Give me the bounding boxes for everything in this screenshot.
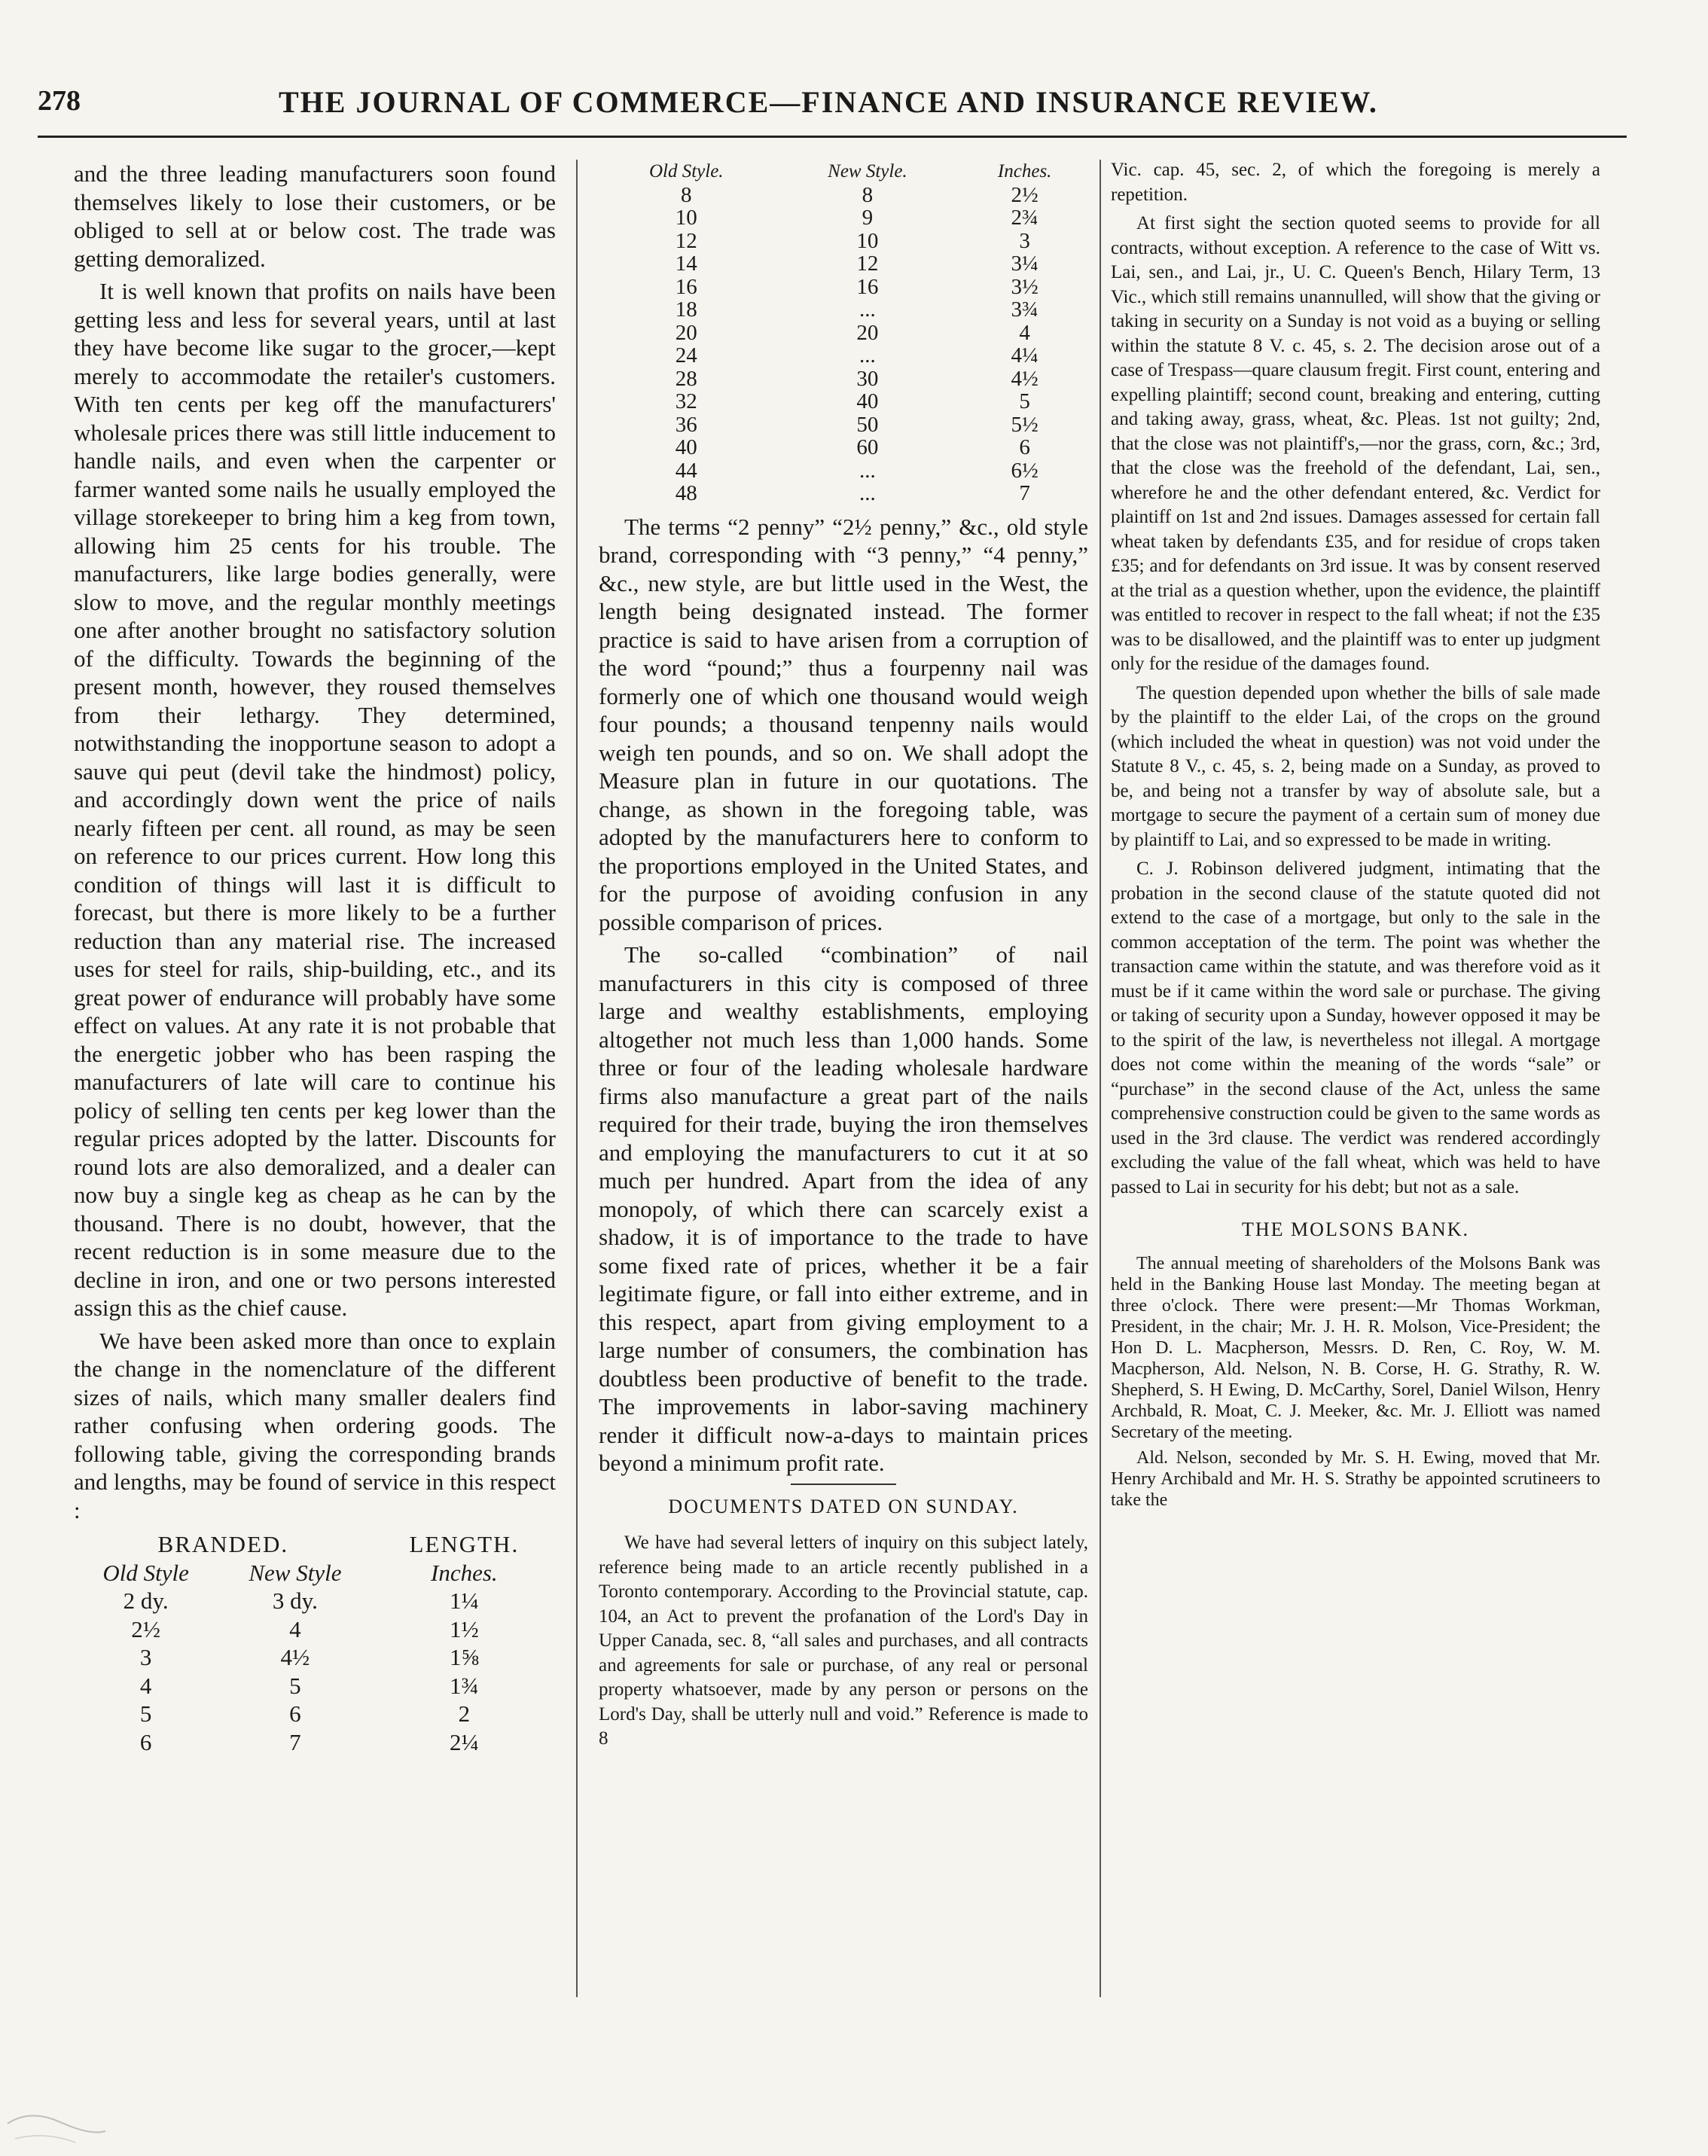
table-cell: 12 [675,228,697,253]
table-cell: 36 [675,412,697,437]
table-cell: 3 [1019,228,1030,253]
table-cell: 4½ [1011,366,1039,391]
page-header [38,84,1627,130]
table-cell: 4½ [280,1644,310,1670]
table-cell: 4¼ [1011,343,1039,367]
table-row [74,1672,556,1700]
table-cell: 2½ [1011,182,1039,207]
table-column-header: Inches. [431,1559,498,1586]
table-group-header: LENGTH. [409,1531,520,1557]
table-row [74,1643,556,1672]
table-cell: ... [859,458,876,483]
table-cell: 20 [675,320,697,345]
paragraph: and the three leading manufacturers soon found themselves likely to lose their customers, or be obliged to sell at or below cost. The trade was getting demoralized. [74,160,556,272]
paragraph: At first sight the section quoted seems to provide for all contracts, without exception. A reference to the case of Witt vs. Lai, sen., and Lai, jr., U. C. Queen's Bench, Hilary Term, 13 Vic., which still remains unannulled, will show that the giving or taking in security on a Sunday is not void as a buying or selling within the statute 8 V. c. 45, s. 2. The decision arose out of a case of Trespass—quare clausum fregit. First count, entering and expelling plaintiff; second count, breaking and entering, cutting and taking away, grass, wheat, &c. Pleas. 1st not guilty; 2nd, that the close was not plaintiff's,—nor the grass, corn, &c.; 3rd, that the close was the freehold of the defendant, Lai, sen., wherefore he and the other defendant entered, &c. Verdict for plaintiff on 1st and 2nd issues. Damages assessed for certain fall wheat taken by defendants £35, and for residue of crops taken £35; and for defendants on 3rd issue. It was by consent reserved at the trial as a question whether, upon the evidence, the plaintiff was entitled to recover in respect to the fall wheat; if not the £35 was to be disallowed, and the plaintiff was to enter up judgment only for the residue of the damages found. [1111,213,1600,674]
table-cell: 30 [856,366,879,391]
table-row [599,367,1088,391]
paragraph: We have had several letters of inquiry on this subject lately, reference being made to an article recently published in a Toronto contemporary. According to the Provincial statute, cap. 104, an Act to prevent the profanation of the Lord's Day in Upper Canada, sec. 8, “all sales and purchases, and all contracts and agreements for sale or purchase, of any real or personal property whatsoever, made by any person or persons on the Lord's Day, shall be utterly null and void.” Reference is made to 8 [599,1532,1088,1749]
table-cell: 2¼ [449,1728,479,1755]
section-body [1111,1253,1600,1511]
table-cell: 3¾ [1011,297,1039,322]
paragraph: The question depended upon whether the bills of sale made by the plaintiff to the elder Lai, of the crops on the ground (which included the wheat in question) was not void under the Statute 8 V., c. 45, s. 2, being made on a Sunday, as proved to be, and being not a transfer by way of absolute sale, but a mortgage to secure the payment of a certain sum of money due by plaintiff to Lai, and so expressed to be made in writing. [1111,682,1600,850]
nail-brands-table [74,1530,556,1756]
nail-sizes-table [599,160,1088,505]
table-cell: 2 [458,1700,471,1727]
table-cell: 6 [139,1728,152,1755]
table-row [74,1728,556,1757]
table-row [599,459,1088,483]
table-cell: 1⅝ [449,1644,479,1670]
table-row [599,344,1088,367]
table-cell: 16 [675,274,697,299]
paragraph: C. J. Robinson delivered judgment, intimating that the probation in the second clause of the statute quoted did not extend to the case of a mortgage, but only to the sale in the common acceptation of the term. The point was whether the transaction came within the statute, and was therefore void as it must be if it came within the word sale or purchase. The giving or taking of security upon a Sunday, however opposed it may be to the spirit of the law, is nevertheless not illegal. A mortgage does not come within the meaning of the words “sale” or “purchase” in the second clause of the Act, unless the same comprehensive construction could be given to the same words as used in the 3rd clause. The verdict was rendered accordingly excluding the value of the fall wheat, which was held to have passed to Lai in security for his debt; but not as a sale. [1111,858,1600,1197]
table-cell: 5½ [1011,412,1039,437]
table-cell: 3½ [1011,274,1039,299]
table-cell: 7 [289,1728,301,1755]
table-cell: 40 [856,389,879,413]
paragraph: The so-called “combination” of nail manufacturers in this city is composed of three large and wealthy establishments, employing altogether not much less than 1,000 hands. Some three or four of the leading wholesale hardware firms also manufacture a great part of the nails required for their trade, buying the iron themselves and employing the manufacturers to cut it at so much per hundred. Apart from the idea of any monopoly, of which there can scarcely exist a shadow, it is of importance to the trade to have some fixed rate of prices, whether it be a fair legitimate figure, or fall into either extreme, and in this respect, apart from giving employment to a large number of consumers, the combination has doubtless been productive of benefit to the trade. The improvements in labor-saving machinery render it difficult now-a-days to maintain prices beyond a minimum profit rate. [599,941,1088,1476]
table-cell: 2¾ [1011,206,1039,230]
table-cell: 3 dy. [272,1587,318,1614]
table-cell: 16 [856,274,879,299]
table-cell: 7 [1019,481,1030,505]
table-row [599,206,1088,230]
table-cell: 48 [675,481,697,505]
table-cell: 6 [289,1700,301,1727]
table-row [599,184,1088,207]
table-column-header: Old Style. [648,161,724,181]
table-row [599,252,1088,276]
table-cell: 6½ [1011,458,1039,483]
table-cell: 8 [681,182,692,207]
table-cell: 40 [675,435,697,459]
section-body [599,1531,1088,1752]
table-cell: 32 [675,389,697,413]
table-cell: ... [859,343,876,367]
table-cell: 5 [289,1672,301,1699]
table-cell: 2 dy. [123,1587,169,1614]
section-heading: DOCUMENTS DATED ON SUNDAY. [668,1495,1019,1517]
table-cell: ... [859,481,876,505]
table-row [599,482,1088,505]
table-cell: 1¼ [449,1587,479,1614]
table-column-header: Inches. [997,161,1052,181]
column-3 [1111,158,1600,2018]
paper-stain [0,2078,151,2154]
table-row [599,276,1088,299]
table-cell: 2½ [131,1615,160,1642]
table-cell: 24 [675,343,697,367]
table-cell: 6 [1019,435,1030,459]
table-row [599,230,1088,253]
table-cell: 8 [862,182,874,207]
table-row [74,1587,556,1615]
table-row [74,1700,556,1728]
table-cell: 10 [675,206,697,230]
table-cell: 4 [139,1672,152,1699]
paragraph: The annual meeting of shareholders of the Molsons Bank was held in the Banking House last Monday. The meeting began at three o'clock. There were present:—Mr Thomas Workman, President, in the chair; Mr. J. H. R. Molson, Vice-President; the Hon D. L. Macpherson, Messrs. D. Ren, C. Roy, W. M. Macpherson, Ald. Nelson, N. B. Corse, H. G. Strathy, R. W. Shepherd, S. H Ewing, D. McCarthy, Sorel, Daniel Wilson, Henry Archbald, R. Moat, C. J. Meeker, &c. Mr. J. Elliott was named Secretary of the meeting. [1111,1253,1600,1442]
table-group-header: BRANDED. [157,1531,289,1557]
table-cell: 14 [675,252,697,276]
table-column-header: Old Style [102,1559,189,1586]
table-row [599,390,1088,413]
table-row [599,413,1088,437]
table-column-header: New Style. [828,161,907,181]
paragraph: We have been asked more than once to explain the change in the nomenclature of the different sizes of nails, which many smaller dealers find rather confusing when ordering goods. The following table, giving the corresponding brands and lengths, may be found of service in this respect : [74,1327,556,1523]
table-cell: 10 [856,228,879,253]
table-cell: 1¾ [449,1672,479,1699]
table-cell: 1½ [449,1615,479,1642]
table-cell: 4 [289,1615,301,1642]
table-row [599,322,1088,345]
table-cell: 5 [1019,389,1030,413]
column-1 [74,160,556,2005]
page-number: 278 [38,85,81,117]
paragraph: Vic. cap. 45, sec. 2, of which the foregoing is merely a repetition. [1111,160,1600,205]
table-cell: 44 [675,458,697,483]
table-cell: 5 [139,1700,152,1727]
section-rule [791,1484,896,1485]
running-title: THE JOURNAL OF COMMERCE—FINANCE AND INSURANCE REVIEW. [279,85,1378,119]
table-row [74,1615,556,1644]
table-cell: 60 [856,435,879,459]
table-row [599,298,1088,322]
column-2 [599,154,1088,2007]
table-cell: 9 [862,206,874,230]
table-cell: 18 [675,297,697,322]
table-cell: 20 [856,320,879,345]
paragraph: The terms “2 penny” “2½ penny,” &c., old style brand, corresponding with “3 penny,” “4 penny,” &c., new style, are but little used in the West, the length being designated instead. The former practice is said to have arisen from a corruption of the word “pound;” thus a fourpenny nail was formerly one of which one thousand would weigh four pounds; a thousand tenpenny nails would weigh ten pounds, and so on. We shall adopt the Measure plan in future in our quotations. The change, as shown in the foregoing table, was adopted by the manufacturers here to conform to the proportions employed in the United States, and for the purpose of avoiding confusion in any possible comparison of prices. [599,513,1088,935]
table-cell: 4 [1019,320,1030,345]
table-cell: 50 [856,412,879,437]
table-cell: ... [859,297,876,322]
table-cell: 3 [139,1644,152,1670]
header-rule [38,136,1627,138]
table-column-header: New Style [249,1559,342,1586]
table-row [599,436,1088,459]
paragraph: It is well known that profits on nails have been getting less and less for several years, until at last they have become like sugar to the grocer,—kept merely to accommodate the retailer's customers. With ten cents per keg off the manufacturers' wholesale prices there was still little inducement to handle nails, and even when the carpenter or farmer wanted some nails he usually employed the village storekeeper to bring him a keg from town, allowing him 25 cents for his trouble. The manufacturers, like large bodies generally, were slow to move, and the regular monthly meetings one after another brought no satisfactory solution of the difficulty. Towards the beginning of the present month, however, they roused themselves from their lethargy. They determined, notwithstanding the inopportune season to adopt a sauve qui peut (devil take the hindmost) policy, and accordingly down went the price of nails nearly fifteen per cent. all round, as may be seen on reference to our prices current. How long this condition of things will last it is difficult to forecast, but there is more likely to be a further reduction than any material rise. The increased uses for steel for rails, ship-building, etc., and its great power of endurance will probably have some effect on values. At any rate it is not probable that the energetic jobber who has been rasping the manufacturers of late will care to continue his policy of selling ten cents per keg lower than the regular prices adopted by the latter. Discounts for round lots are also demoralized, and a dealer can now buy a single keg as cheap as he can by the thousand. There is no doubt, however, that the recent reduction is in some measure due to the decline in iron, and one or two persons interested assign this as the chief cause. [74,278,556,1321]
table-cell: 12 [856,252,879,276]
paragraph: Ald. Nelson, seconded by Mr. S. H. Ewing, moved that Mr. Henry Archibald and Mr. H. S. Strathy be appointed scrutineers to take the [1111,1447,1600,1510]
table-cell: 28 [675,366,697,391]
column-divider-right [1100,160,1101,1997]
section-heading: THE MOLSONS BANK. [1242,1218,1469,1240]
column-divider-left [576,160,578,1997]
table-cell: 3¼ [1011,252,1039,276]
